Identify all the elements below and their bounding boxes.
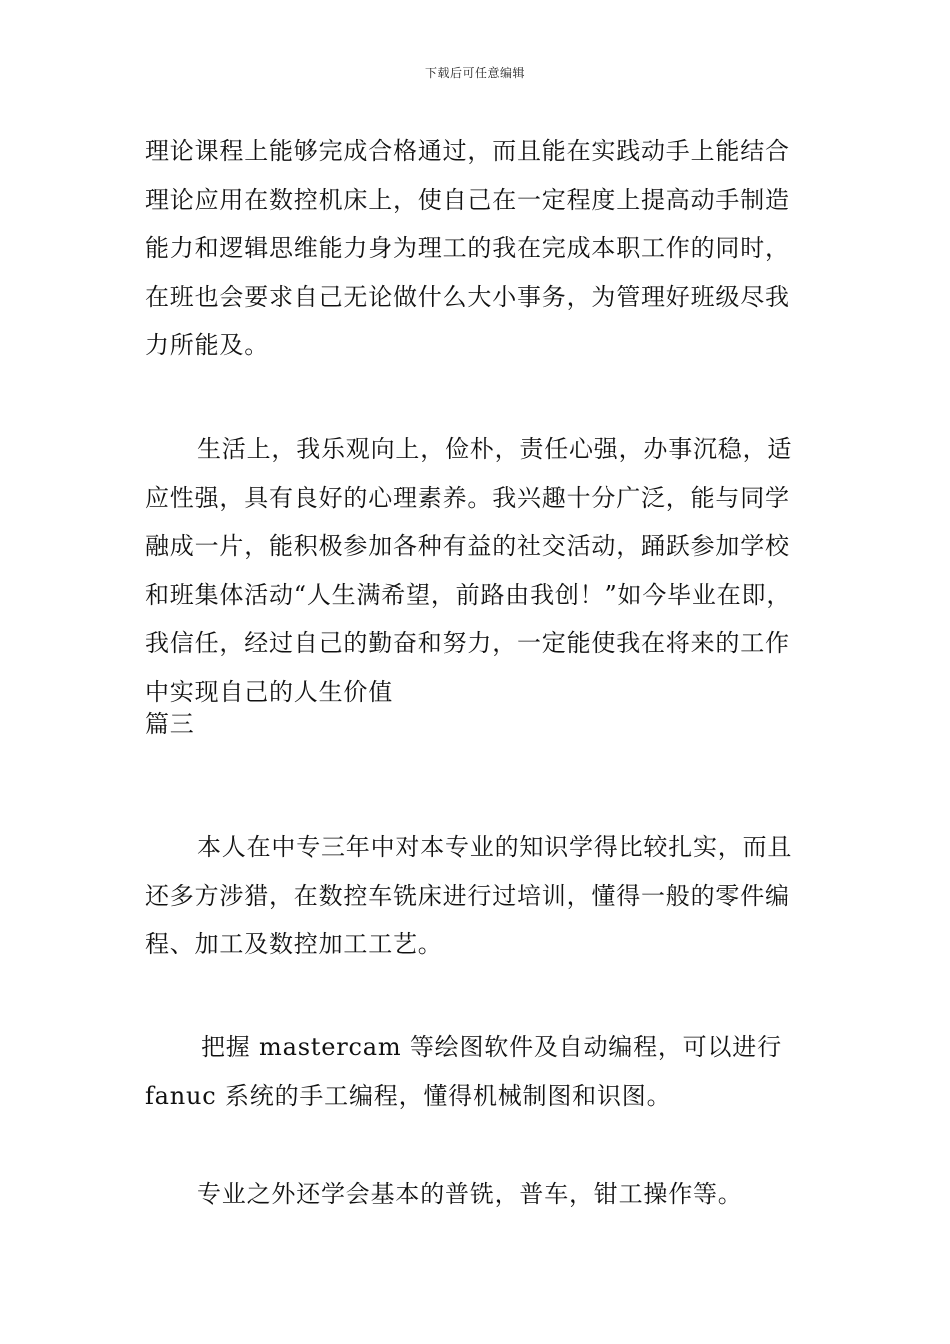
paragraph-knowledge: 本人在中专三年中对本专业的知识学得比较扎实，而且还多方涉猎，在数控车铣床进行过培训，懂得一般的零件编程、加工及数控加工工艺。 xyxy=(145,833,793,958)
paragraph-study: 理论课程上能够完成合格通过，而且能在实践动手上能结合理论应用在数控机床上，使自己在一定程度上提高动手制造能力和逻辑思维能力身为理工的我在完成本职工作的同时，在班也会要求自己无论做什么大小事务，为管理好班级尽我力所能及。 xyxy=(145,137,790,359)
page-header: 下载后可任意编辑 xyxy=(424,66,525,80)
paragraph-software: 把握 mastercam 等绘图软件及自动编程，可以进行 fanuc 系统的手工编程，懂得机械制图和识图。 xyxy=(145,1033,782,1110)
paragraph-life: 生活上，我乐观向上，俭朴，责任心强，办事沉稳，适应性强，具有良好的心理素养。我兴趣十分广泛，能与同学融成一片，能积极参加各种有益的社交活动，踊跃参加学校和班集体活动“人生满希望，前路由我创！”如今毕业在即，我信任，经过自己的勤奋和努力，一定能使我在将来的工作中实现自己的人生价值 xyxy=(145,435,793,706)
section-heading: 篇三 xyxy=(145,710,195,738)
paragraph-skills: 专业之外还学会基本的普铣，普车，钳工操作等。 xyxy=(197,1180,743,1208)
